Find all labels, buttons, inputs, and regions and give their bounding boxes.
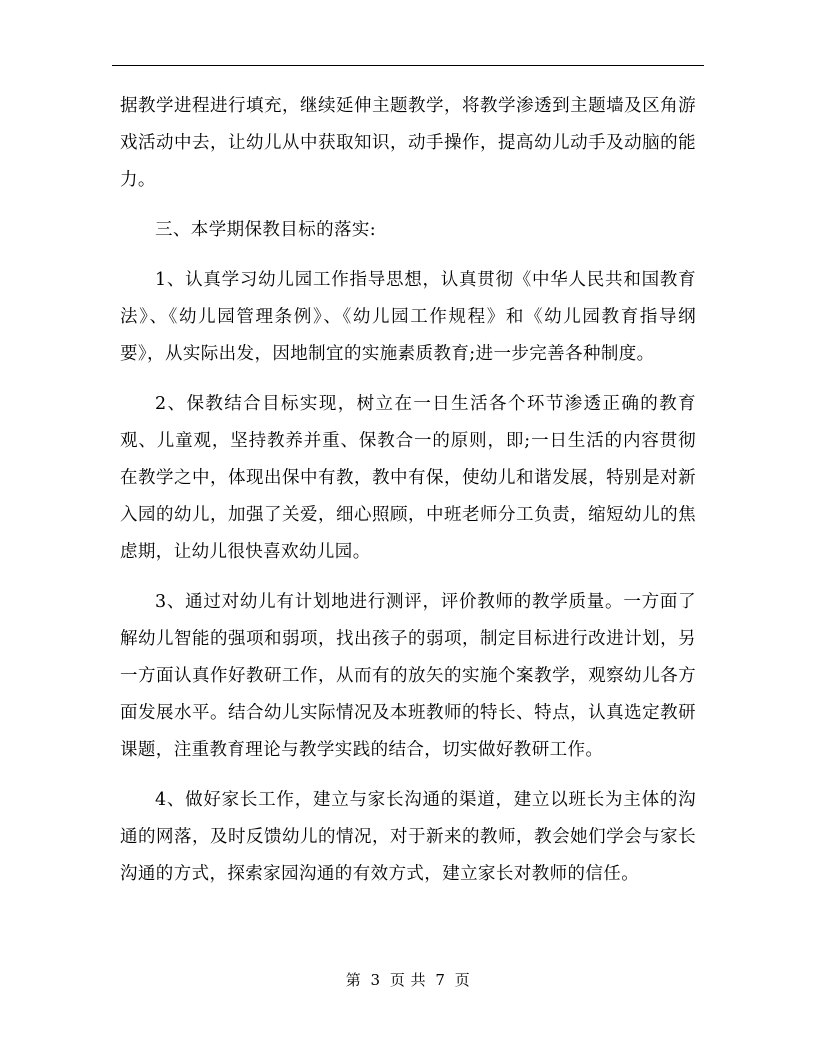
paragraph-item-2: 2、保教结合目标实现，树立在一日生活各个环节渗透正确的教育观、儿童观，坚持教养并重、保教合一的原则，即;一日生活的内容贯彻在教学之中，体现出保中有教，教中有保，使幼儿和谐发展，特别是对新入园的幼儿，加强了关爱，细心照顾，中班老师分工负责，缩短幼儿的焦虑期，让幼儿很快喜欢幼儿园。	[120, 394, 696, 562]
paragraph-item-4: 4、做好家长工作，建立与家长沟通的渠道，建立以班长为主体的沟通的网落，及时反馈幼儿的情况，对于新来的教师，教会她们学会与家长沟通的方式，探索家园沟通的有效方式，建立家长对教师的信任。	[120, 790, 696, 884]
header-rule	[112, 65, 704, 66]
footer-middle: 页 共	[389, 971, 427, 989]
footer-current-page: 3	[370, 971, 381, 989]
footer-suffix: 页	[454, 971, 471, 989]
page-footer	[0, 969, 816, 990]
body-text	[120, 88, 696, 893]
paragraph-item-1: 1、认真学习幼儿园工作指导思想，认真贯彻《中华人民共和国教育法》、《幼儿园管理条例》、《幼儿园工作规程》和《幼儿园教育指导纲要》，从实际出发，因地制宜的实施素质教育;进一步完善各种制度。	[120, 270, 696, 364]
footer-total-pages: 7	[435, 971, 446, 989]
paragraph-continuation: 据教学进程进行填充，继续延伸主题教学，将教学渗透到主题墙及区角游戏活动中去，让幼儿从中获取知识，动手操作，提高幼儿动手及动脑的能力。	[120, 96, 696, 190]
footer-prefix: 第	[345, 971, 362, 989]
section-heading: 三、本学期保教目标的落实:	[155, 220, 377, 240]
paragraph-item-3: 3、通过对幼儿有计划地进行测评，评价教师的教学质量。一方面了解幼儿智能的强项和弱项，找出孩子的弱项，制定目标进行改进计划，另一方面认真作好教研工作，从而有的放矢的实施个案教学，观察幼儿各方面发展水平。结合幼儿实际情况及本班教师的特长、特点，认真选定教研课题，注重教育理论与教学实践的结合，切实做好教研工作。	[120, 592, 696, 760]
